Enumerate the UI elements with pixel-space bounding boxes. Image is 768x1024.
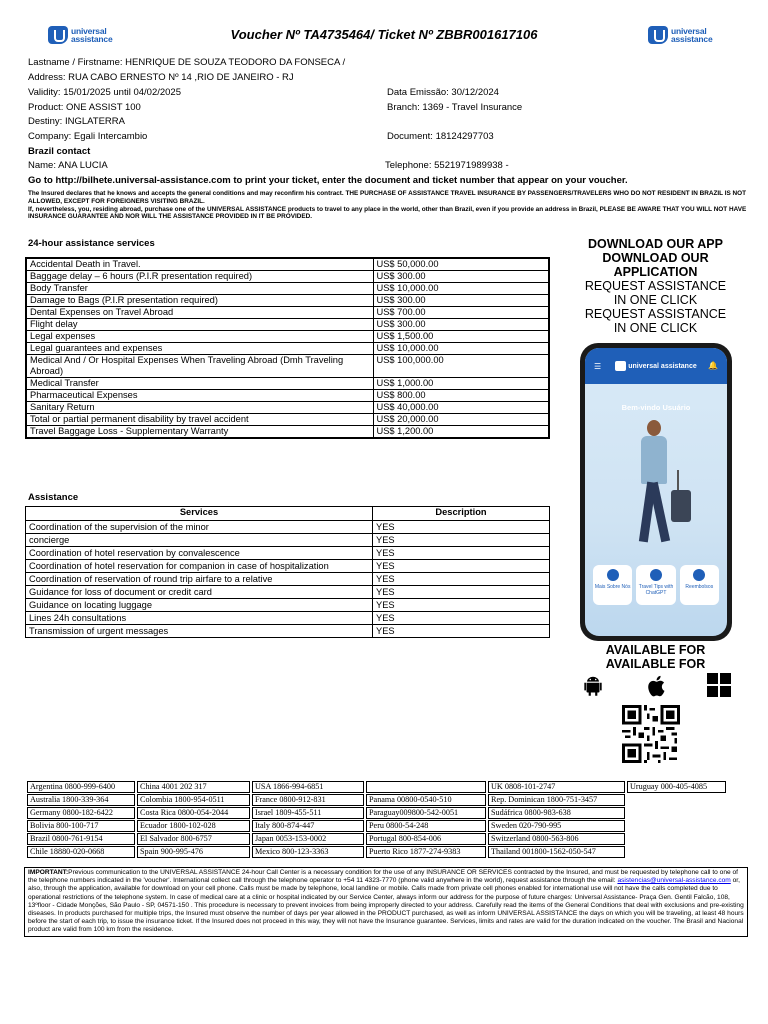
country-phone: Peru 0800-54-248 — [366, 820, 486, 832]
country-phone — [627, 820, 726, 832]
value-cell: US$ 100,000.00 — [373, 355, 549, 378]
windows-icon — [707, 673, 731, 697]
country-phone: Argentina 0800-999-6400 — [27, 781, 135, 793]
branch: Branch: 1369 - Travel Insurance — [387, 102, 523, 113]
table-row — [26, 390, 549, 402]
country-phone: Bolivia 800-100-717 — [27, 820, 135, 832]
country-phone: Costa Rica 0800-054-2044 — [137, 807, 250, 819]
contact-name: Name: ANA LUCIA — [28, 160, 108, 171]
service-cell: Lines 24h consultations — [26, 612, 373, 625]
service-cell: Coordination of reservation of round trip airfare to a relative — [26, 573, 373, 586]
contact-telephone: Telephone: 5521971989938 - — [385, 160, 509, 171]
brazil-contact-heading: Brazil contact — [28, 146, 91, 157]
country-phone: Brazil 0800-761-9154 — [27, 833, 135, 845]
table-row — [26, 343, 549, 355]
table-row — [26, 402, 549, 414]
country-phone: Chile 18880-020-0668 — [27, 846, 135, 858]
table-row — [26, 378, 549, 390]
country-phone — [366, 781, 486, 793]
country-phone — [627, 846, 726, 858]
app-promo: DOWNLOAD OUR APP DOWNLOAD OUR APPLICATION REQUEST ASSISTANCE IN ONE CLICK REQUEST ASSISTANCE IN ONE CLICK — [584, 237, 727, 335]
value-cell: US$ 300.00 — [373, 271, 549, 283]
table-row — [26, 355, 549, 378]
phones-row — [27, 846, 726, 858]
table-row — [26, 295, 549, 307]
table-row — [26, 414, 549, 426]
table-row — [26, 547, 550, 560]
service-cell: Pharmaceutical Expenses — [26, 390, 373, 402]
address: Address: RUA CABO ERNESTO Nº 14 ,RIO DE JANEIRO - RJ — [28, 72, 294, 83]
coverage-title: 24-hour assistance services — [28, 238, 155, 249]
service-cell: Legal guarantees and expenses — [26, 343, 373, 355]
value-cell: US$ 10,000.00 — [373, 343, 549, 355]
logo-mark-icon — [648, 26, 668, 44]
table-row — [26, 599, 550, 612]
country-phone: Mexico 800-123-3363 — [252, 846, 364, 858]
col-services: Services — [26, 507, 373, 521]
phones-row — [27, 820, 726, 832]
value-cell: YES — [373, 599, 550, 612]
table-row — [26, 271, 549, 283]
value-cell: US$ 300.00 — [373, 319, 549, 331]
service-cell: concierge — [26, 534, 373, 547]
money-icon — [693, 569, 705, 581]
app-screen — [585, 348, 727, 636]
service-cell: Accidental Death in Travel. — [26, 258, 373, 271]
country-phone: Paraguay009800-542-0051 — [366, 807, 486, 819]
country-phone: Puerto Rico 1877-274-9383 — [366, 846, 486, 858]
traveler-illustration — [625, 418, 695, 553]
value-cell: YES — [373, 612, 550, 625]
country-phone: Japan 0053-153-0002 — [252, 833, 364, 845]
table-row — [26, 258, 549, 271]
value-cell: US$ 10,000.00 — [373, 283, 549, 295]
validity: Validity: 15/01/2025 until 04/02/2025 — [28, 87, 181, 98]
country-phone: Rep. Dominican 1800-751-3457 — [488, 794, 625, 806]
service-cell: Coordination of hotel reservation for companion in case of hospitalization — [26, 560, 373, 573]
country-phone: USA 1866-994-6851 — [252, 781, 364, 793]
country-phone: Portugal 800-854-006 — [366, 833, 486, 845]
table-row — [26, 560, 550, 573]
card-refunds: Reembolsos — [680, 565, 719, 605]
value-cell: YES — [373, 547, 550, 560]
table-row — [26, 426, 549, 439]
service-cell: Legal expenses — [26, 331, 373, 343]
value-cell: US$ 1,200.00 — [373, 426, 549, 439]
value-cell: YES — [373, 625, 550, 638]
table-row — [26, 534, 550, 547]
phones-row — [27, 794, 726, 806]
table-row — [26, 307, 549, 319]
globe-icon — [650, 569, 662, 581]
country-phones-table — [25, 780, 728, 859]
service-cell: Flight delay — [26, 319, 373, 331]
assistance-email-link[interactable]: asistencias@universal-assistance.com — [617, 877, 731, 885]
country-phone: Colombia 1800-954-0511 — [137, 794, 250, 806]
phones-row — [27, 833, 726, 845]
service-cell: Transmission of urgent messages — [26, 625, 373, 638]
value-cell: US$ 40,000.00 — [373, 402, 549, 414]
card-travel-tips: Travel Tips with ChatGPT — [636, 565, 675, 605]
value-cell: YES — [373, 586, 550, 599]
country-phone: China 4001 202 317 — [137, 781, 250, 793]
value-cell: US$ 20,000.00 — [373, 414, 549, 426]
col-description: Description — [373, 507, 550, 521]
value-cell: US$ 300.00 — [373, 295, 549, 307]
coverage-table — [25, 257, 550, 439]
service-cell: Body Transfer — [26, 283, 373, 295]
service-cell: Total or partial permanent disability by travel accident — [26, 414, 373, 426]
welcome-text: Bem-vindo Usuário — [621, 403, 691, 412]
service-cell: Medical And / Or Hospital Expenses When Traveling Abroad (Dmh Traveling Abroad) — [26, 355, 373, 378]
country-phone: Thailand 001800-1562-050-547 — [488, 846, 625, 858]
table-row — [26, 573, 550, 586]
phones-row — [27, 781, 726, 793]
card-about-us: Mais Sobre Nós — [593, 565, 632, 605]
important-notice: IMPORTANT:Previous communication to the UNIVERSAL ASSISTANCE 24-hour Call Center is a necessary condition for the use of any INSURANCE OR SERVICES contracted by the Insured, and must be requested by telephone call to one of the telephone numbers indicated in the 'voucher'. International collect call through the telephone operator to +54 11 4323-7770 (phone valid anywhere in the world), request assistance through the email: asistencias@universal-assistance.com or, also, through the application, available for download on your cell phone. Calls must be made by telephone, local landline or mobile. Calls made from private cell phones enabled for international use will not have the calls completed due to operational restrictions of the telephone system. In case of medical care at a clinic or hospital indicated by our Service Center, always inform our address for the purpose of future charges: Universal Assistance- Praça Gen. Gentil Falcão, 108, 13ºfloor - Cidade Monções, São Paulo - SP, 04571-150 . This procedure is necessary to prevent invoices from being improperly directed to your address. Carefully read the items of the General Conditions that deal with exclusions and pre-existing diseases. In products purchased for multiple trips, the Insured must observe the number of days per year allowed in the PRODUCT purchased, as well as inform UNIVERSAL ASSISTANCE the days on which you will be traveling, at least 48 hours before the start of each trip, to issue the insurance ticket. If the Insured does not proceed in this way, they will not have the Insurance guarantee. Services, limits and rates are valid for the duration indicated on the voucher. The Brasil and Nacional product are valid from 100 km from the residence. — [24, 867, 748, 937]
menu-icon: ☰ — [594, 362, 602, 371]
value-cell: YES — [373, 534, 550, 547]
table-row — [26, 319, 549, 331]
table-row — [26, 612, 550, 625]
disclaimer: The Insured declares that he knows and accepts the general conditions and may reconfirm his contract. THE PURCHASE OF ASSISTANCE TRAVEL INSURANCE BY PASSENGERS/TRAVELERS WHO DO NOT RESIDENT IN BRAZIL IS NOT ALLOWED, EXCEPT FOR FOREIGNERS VISITING BRAZIL. If, nevertheless, you, residing abroad, purchase one of the UNIVERSAL ASSISTANCE products to travel to any place in the world, other than Brazil, even if you provide an address in Brazil, PLEASE BE AWARE THAT YOU WILL NOT HAVE INSURANCE GUARANTEE AND NOR WILL THE ASSISTANCE PROVIDED IN IT BE PROVIDED. — [28, 190, 747, 221]
table-row — [26, 625, 550, 638]
service-cell: Sanitary Return — [26, 402, 373, 414]
phone-mockup — [580, 343, 732, 641]
product: Product: ONE ASSIST 100 — [28, 102, 141, 113]
value-cell: US$ 50,000.00 — [373, 258, 549, 271]
value-cell: US$ 1,500.00 — [373, 331, 549, 343]
country-phone: Germany 0800-182-6422 — [27, 807, 135, 819]
value-cell: US$ 800.00 — [373, 390, 549, 402]
emission-date: Data Emissão: 30/12/2024 — [387, 87, 499, 98]
company: Company: Egali Intercambio — [28, 131, 148, 142]
country-phone: Switzerland 0800-563-806 — [488, 833, 625, 845]
country-phone: Italy 800-874-447 — [252, 820, 364, 832]
document: Document: 18124297703 — [387, 131, 494, 142]
assistance-title: Assistance — [28, 492, 79, 503]
service-cell: Guidance on locating luggage — [26, 599, 373, 612]
destiny: Destiny: INGLATERRA — [28, 116, 125, 127]
value-cell: US$ 1,000.00 — [373, 378, 549, 390]
universal-assistance-logo: universal assistance — [48, 26, 112, 44]
value-cell: US$ 700.00 — [373, 307, 549, 319]
service-cell: Guidance for loss of document or credit card — [26, 586, 373, 599]
qr-code-icon — [620, 705, 682, 763]
country-phone — [627, 807, 726, 819]
android-icon — [580, 673, 606, 699]
country-phone: Sudáfrica 0800-983-638 — [488, 807, 625, 819]
country-phone — [627, 794, 726, 806]
country-phone: Uruguay 000-405-4085 — [627, 781, 726, 793]
table-row — [26, 521, 550, 534]
service-cell: Damage to Bags (P.I.R presentation required) — [26, 295, 373, 307]
apple-icon — [644, 673, 670, 699]
value-cell: YES — [373, 573, 550, 586]
country-phone: Ecuador 1800-102-028 — [137, 820, 250, 832]
country-phone: Sweden 020-790-995 — [488, 820, 625, 832]
available-for: AVAILABLE FOR AVAILABLE FOR — [605, 643, 706, 671]
table-row — [26, 586, 550, 599]
lastname-firstname: Lastname / Firstname: HENRIQUE DE SOUZA TEODORO DA FONSECA / — [28, 57, 346, 68]
country-phone: UK 0808-101-2747 — [488, 781, 625, 793]
app-header: ☰ universal assistance 🔔 — [585, 348, 727, 384]
app-cards — [593, 565, 719, 605]
assistance-table — [25, 506, 550, 638]
service-cell: Travel Baggage Loss - Supplementary Warranty — [26, 426, 373, 439]
service-cell: Dental Expenses on Travel Abroad — [26, 307, 373, 319]
phones-row — [27, 807, 726, 819]
table-row — [26, 331, 549, 343]
country-phone: France 0800-912-831 — [252, 794, 364, 806]
voucher-title: Voucher Nº TA4735464/ Ticket Nº ZBBR001617106 — [230, 27, 538, 42]
service-cell: Medical Transfer — [26, 378, 373, 390]
country-phone — [627, 833, 726, 845]
value-cell: YES — [373, 560, 550, 573]
country-phone: Australia 1800-339-364 — [27, 794, 135, 806]
os-icons — [578, 673, 733, 699]
country-phone: Panama 00800-0540-510 — [366, 794, 486, 806]
info-icon — [607, 569, 619, 581]
value-cell: YES — [373, 521, 550, 534]
country-phone: El Salvador 800-6757 — [137, 833, 250, 845]
logo-mark-icon — [615, 361, 626, 371]
country-phone: Israel 1809-455-511 — [252, 807, 364, 819]
bell-icon: 🔔 — [708, 361, 718, 370]
table-row — [26, 283, 549, 295]
service-cell: Coordination of the supervision of the minor — [26, 521, 373, 534]
service-cell: Baggage delay – 6 hours (P.I.R presentation required) — [26, 271, 373, 283]
print-ticket-instruction: Go to http://bilhete.universal-assistance.com to print your ticket, enter the document and ticket number that appear on your voucher. — [28, 175, 628, 186]
universal-assistance-logo-right: universal assistance — [648, 26, 712, 44]
service-cell: Coordination of hotel reservation by convalescence — [26, 547, 373, 560]
country-phone: Spain 900-995-476 — [137, 846, 250, 858]
